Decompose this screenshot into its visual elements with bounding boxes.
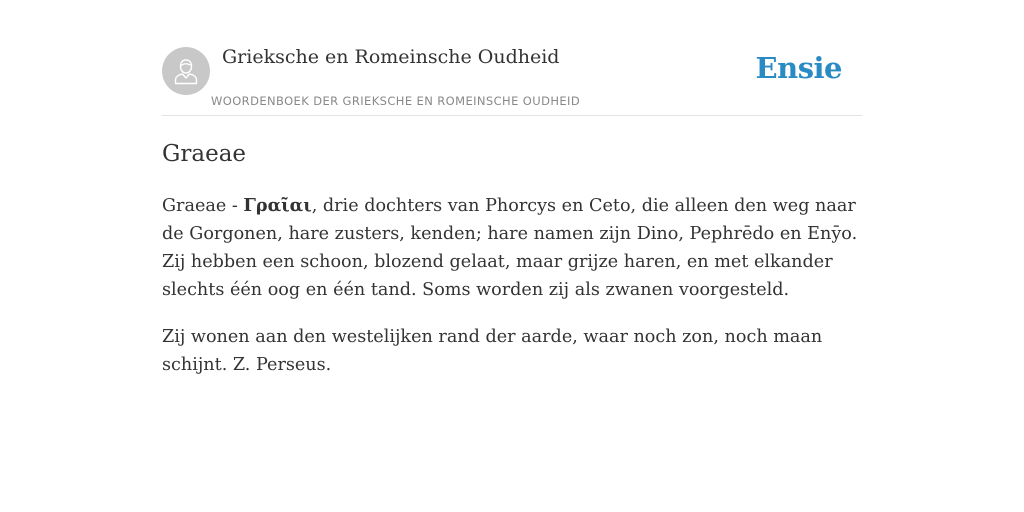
entry-body xyxy=(162,192,862,398)
entry-text: , drie dochters van Phorcys en Ceto, die alleen den weg naar de Gorgonen, hare zusters, kenden; hare namen zijn Dino, Pephrēdo en Enȳo. Zij hebben een schoon, blozend gelaat, maar grijze haren, en met elkander slechts één oog en één tand. Soms worden zij als zwanen voorgesteld. xyxy=(162,196,858,300)
source-title[interactable]: Grieksche en Romeinsche Oudheid xyxy=(222,46,560,68)
page-container xyxy=(162,0,862,375)
user-icon xyxy=(173,57,199,85)
page-header xyxy=(162,0,862,116)
entry-title: Graeae xyxy=(162,141,247,167)
greek-term: Γραῖαι xyxy=(243,195,312,216)
ensie-logo[interactable]: Ensie xyxy=(755,51,842,85)
entry-lead: Graeae - xyxy=(162,196,244,216)
entry-paragraph: Zij wonen aan den westelijken rand der aarde, waar noch zon, noch maan schijnt. Z. Perseus. xyxy=(162,327,823,375)
entry-paragraph xyxy=(162,192,862,304)
source-subtitle: WOORDENBOEK DER GRIEKSCHE EN ROMEINSCHE OUDHEID xyxy=(211,94,581,108)
source-avatar[interactable] xyxy=(162,47,210,95)
